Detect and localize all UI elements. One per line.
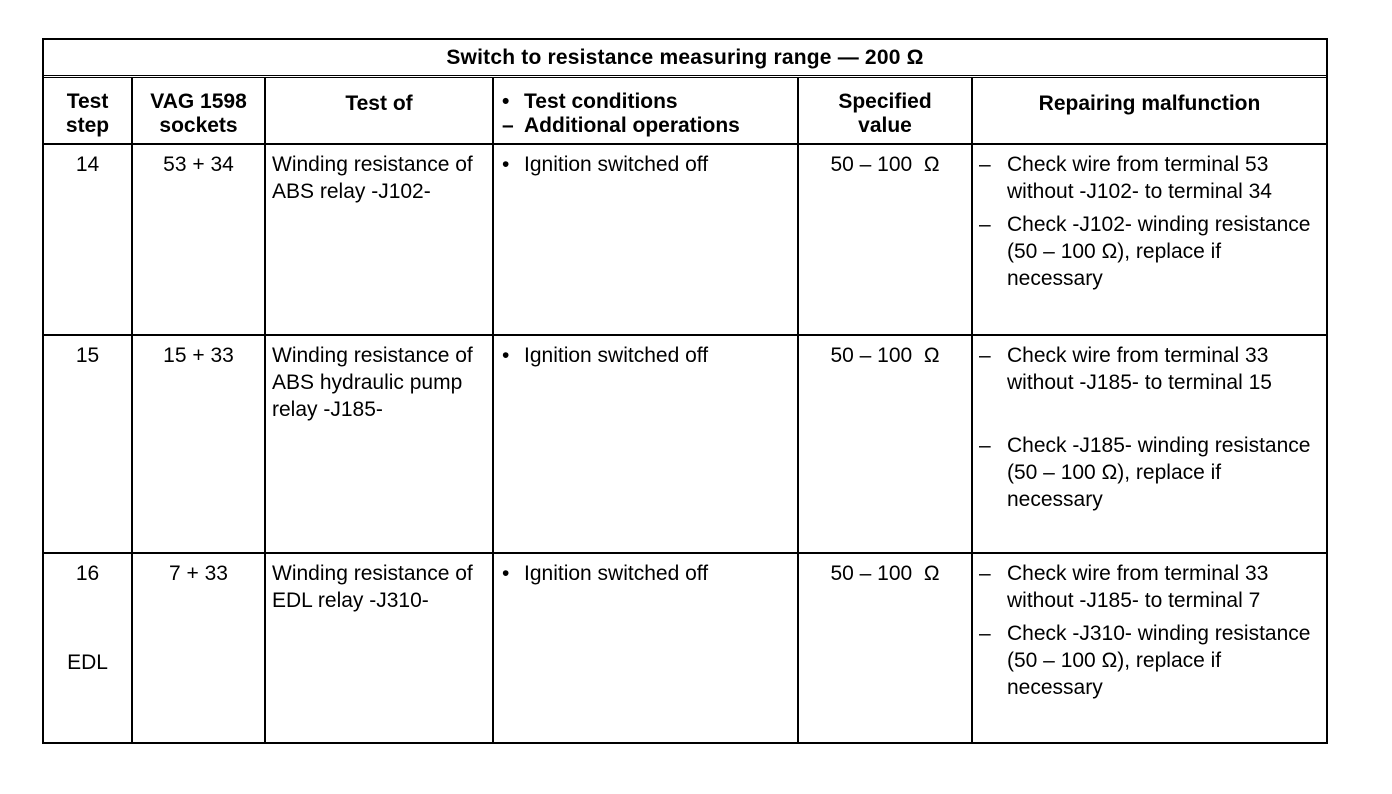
bullet-mark: • [502,153,510,176]
header-sockets-line1: VAG 1598 [150,90,247,113]
repair-dash: – [979,213,991,236]
test-of-text: Winding resistance of ABS hydraulic pump relay -J185- [272,344,473,421]
test-table-sheet [42,38,1328,744]
bullet-mark: • [502,344,510,367]
condition-text: Ignition switched off [524,153,709,176]
cell-specified-value [798,335,972,553]
header-test-step-line2: step [65,114,110,137]
repair-dash: – [979,344,991,367]
repair-dash: – [979,434,991,457]
bullet-mark: • [502,562,510,585]
test-step-number: 16 [75,562,100,585]
header-conditions [493,78,798,144]
test-of-text: Winding resistance of EDL relay -J310- [272,562,473,612]
test-step-number: 14 [75,153,100,176]
repair-dash: – [979,153,991,176]
table-row [44,553,1326,744]
header-conditions-mark2: – [502,114,514,137]
sockets-value: 7 + 33 [169,562,228,585]
cell-test-step [44,553,132,744]
test-steps-table [44,78,1326,744]
header-conditions-mark1: • [502,90,510,113]
sockets-value: 15 + 33 [163,344,234,367]
cell-test-step [44,335,132,553]
repair-text: Check wire from terminal 33 without -J185- to terminal 7 [1007,562,1269,612]
header-sockets [132,78,265,144]
test-of-text: Winding resistance of ABS relay -J102- [272,153,473,203]
specified-value: 50 – 100 Ω [830,562,940,585]
cell-conditions [493,553,798,744]
repair-item [979,151,1326,205]
test-step-edl-label: EDL [67,651,108,674]
header-sockets-line2: sockets [159,114,238,137]
cell-specified-value [798,144,972,335]
cell-conditions [493,335,798,553]
repair-item [979,560,1326,614]
test-step-number: 15 [75,344,100,367]
cell-test-of [265,335,493,553]
header-test-step [44,78,132,144]
repair-item [979,342,1326,396]
cell-sockets [132,335,265,553]
cell-repairing [972,144,1326,335]
cell-conditions [493,144,798,335]
repair-dash: – [979,622,991,645]
sockets-value: 53 + 34 [163,153,234,176]
cell-specified-value [798,553,972,744]
header-specified-value [798,78,972,144]
repair-dash: – [979,562,991,585]
condition-text: Ignition switched off [524,562,709,585]
repair-text: Check wire from terminal 53 without -J102- to terminal 34 [1007,153,1272,203]
condition-text: Ignition switched off [524,344,709,367]
repair-text: Check -J102- winding resistance (50 – 100 Ω), replace if necessary [1007,213,1311,290]
header-test-step-line1: Test [66,90,109,113]
cell-test-step [44,144,132,335]
specified-value: 50 – 100 Ω [830,153,940,176]
table-row [44,335,1326,553]
cell-repairing [972,335,1326,553]
header-specified-line2: value [858,114,912,137]
repair-text: Check -J310- winding resistance (50 – 100 Ω), replace if necessary [1007,622,1311,699]
repair-text: Check -J185- winding resistance (50 – 100 Ω), replace if necessary [1007,434,1311,511]
repair-text: Check wire from terminal 33 without -J185- to terminal 15 [1007,344,1272,394]
header-conditions-line1: Test conditions [524,90,678,113]
table-row [44,144,1326,335]
header-repairing: Repairing malfunction [972,78,1326,144]
header-test-of: Test of [265,78,493,144]
cell-sockets [132,144,265,335]
repair-item [979,620,1326,701]
cell-sockets [132,553,265,744]
specified-value: 50 – 100 Ω [830,344,940,367]
header-conditions-line2: Additional operations [524,114,740,137]
repair-item [979,432,1326,513]
cell-test-of [265,144,493,335]
cell-test-of [265,553,493,744]
measuring-range-banner: Switch to resistance measuring range — 200 Ω [44,40,1326,78]
cell-repairing [972,553,1326,744]
header-specified-line1: Specified [838,90,932,113]
table-header-row [44,78,1326,144]
repair-item [979,211,1326,292]
